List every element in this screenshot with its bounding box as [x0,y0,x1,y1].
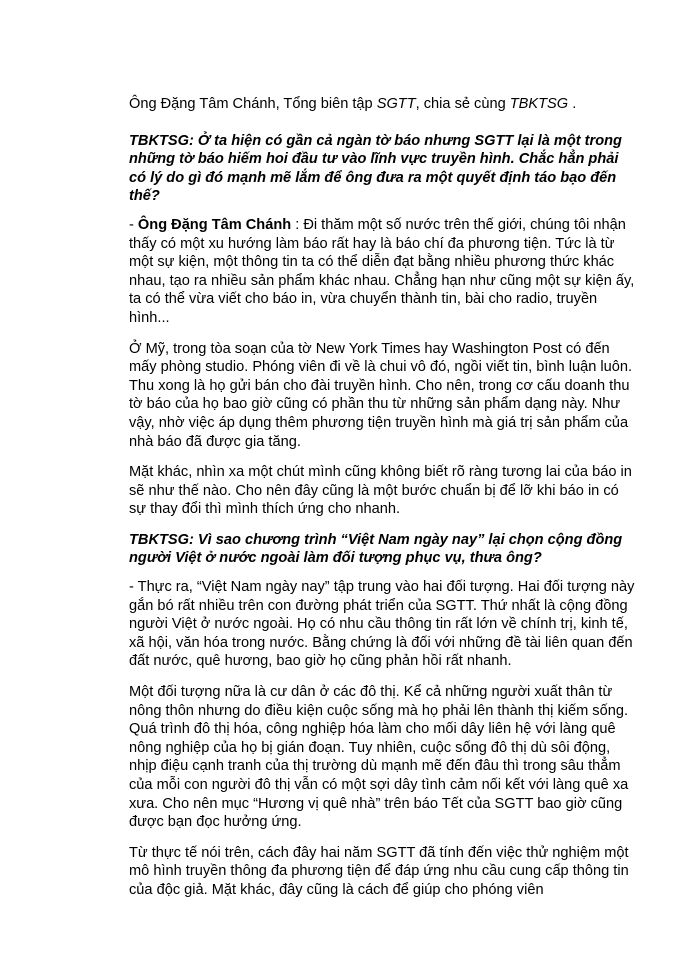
question-1: TBKTSG: Ở ta hiện có gần cả ngàn tờ báo nhưng SGTT lại là một trong những tờ báo hiếm hoi đầu tư vào lĩnh vực truyền hình. Chắc hẳn phải có lý do gì đó mạnh mẽ lắm để ông đưa ra một quyết định táo bạo đến thế? [129,132,622,205]
intro-text-3: . [568,96,577,112]
answer-1 [129,216,638,328]
answer-2: - Thực ra, “Việt Nam ngày nay” tập trung vào hai đối tượng. Hai đối tượng này gắn bó rất nhiều trên con đường phát triển của SGTT. Thứ nhất là cộng đồng người Việt ở nước ngoài. Họ có nhu cầu thông tin rất lớn về chính trị, kinh tế, xã hội, văn hóa trong nước. Bằng chứng là đối với những đề tài liên quan đến đất nước, quê hương, bao giờ họ cũng phản hồi rất nhanh. [129,579,635,670]
question-2: TBKTSG: Vì sao chương trình “Việt Nam ngày nay” lại chọn cộng đồng người Việt ở nước ngoài làm đối tượng phục vụ, thưa ông? [129,531,623,567]
speaker-name: Ông Đặng Tâm Chánh [137,216,292,233]
intro-text: Ông Đặng Tâm Chánh, Tổng biên tập [129,96,377,112]
intro-paragraph [129,95,638,114]
paragraph-5: Một đối tượng nữa là cư dân ở các đô thị. Kể cả những người xuất thân từ nông thôn nhưng do điều kiện cuộc sống mà họ phải lên thành thị kiếm sống. Quá trình đô thị hóa, công nghiệp hóa làm cho mối dây liên hệ với làng quê nông nghiệp của họ bị gián đoạn. Tuy nhiên, cuộc sống đô thị dù sôi động, nhịp điệu cạnh tranh của thị trường dù mạnh mẽ đến đâu thì trong sâu thẳm của mỗi con người đô thị vẫn có một sợi dây tình cảm nối kết với làng quê xa xưa. Cho nên mục “Hương vị quê nhà” trên báo Tết của SGTT bao giờ cũng được bạn đọc hưởng ứng. [129,684,629,831]
answer-1-text: : Đi thăm một số nước trên thế giới, chúng tôi nhận thấy có một xu hướng làm báo rất hay là báo chí đa phương tiện. Tức là từ một sự kiện, một thông tin ta có thể diễn đạt bằng nhiều phương thức khác nhau, tạo ra nhiều sản phẩm khác nhau. Chẳng hạn như cũng một sự kiện ấy, ta có thể vừa viết cho báo in, vừa chuyển thành tin, bài cho radio, truyền hình... [129,216,635,326]
answer-1-dash: - [129,216,138,233]
paragraph-2: Ở Mỹ, trong tòa soạn của tờ New York Times hay Washington Post có đến mấy phòng studio. Phóng viên đi về là chui vô đó, ngồi viết tin, bình luận luôn. Thu xong là họ gửi bán cho đài truyền hình. Cho nên, trong cơ cấu doanh thu tờ báo của họ bao giờ cũng có phần thu từ những sản phẩm dạng này. Như vậy, nhờ việc áp dụng thêm phương tiện truyền hình mà giá trị sản phẩm của nhà báo đã được gia tăng. [129,340,633,450]
intro-tbktsg: TBKTSG [509,96,569,112]
intro-text-2: , chia sẻ cùng [415,96,510,112]
intro-sgtt: SGTT [376,96,416,112]
paragraph-6: Từ thực tế nói trên, cách đây hai năm SGTT đã tính đến việc thử nghiệm một mô hình truyền thông đa phương tiện để đáp ứng nhu cầu cung cấp thông tin của độc giả. Mặt khác, đây cũng là cách để giúp cho phóng viên [129,844,629,898]
paragraph-3: Mặt khác, nhìn xa một chút mình cũng không biết rõ ràng tương lai của báo in sẽ như thế nào. Cho nên đây cũng là một bước chuẩn bị để lỡ khi báo in có sự thay đổi thì mình thích ứng cho nhanh. [129,464,632,518]
